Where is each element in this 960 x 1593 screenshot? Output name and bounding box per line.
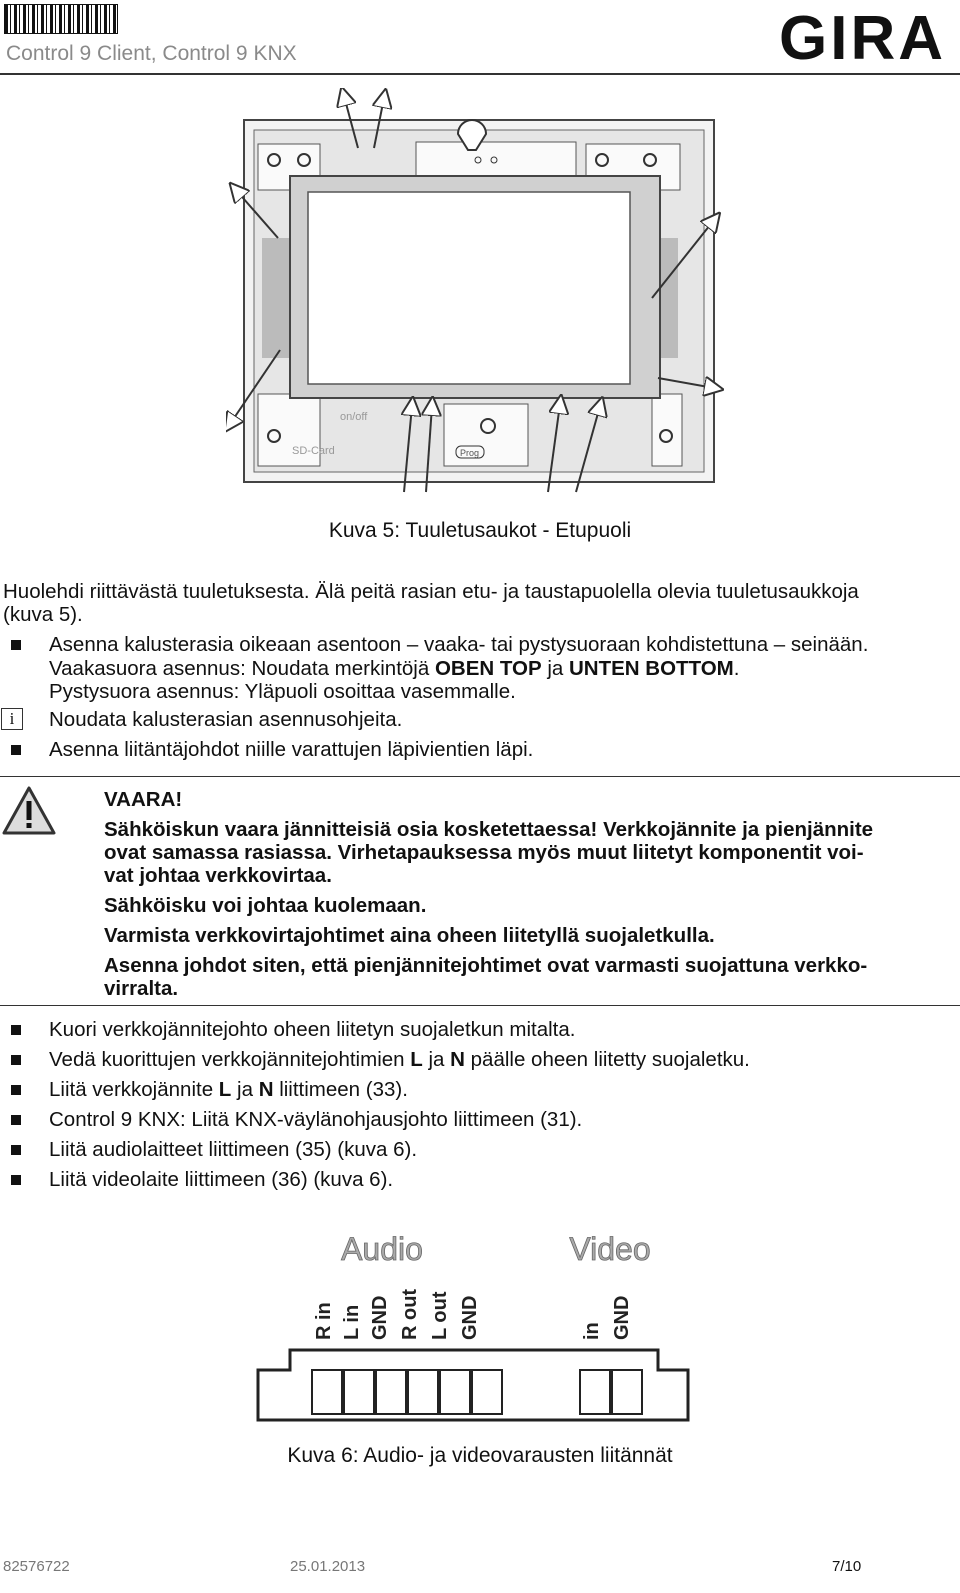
display-screen (308, 192, 630, 384)
step-protective-sleeve: Vedä kuorittujen verkkojännitejohtimien L ja N päälle oheen liitetty suojaletku. (49, 1048, 750, 1071)
svg-text:GND: GND (369, 1295, 391, 1340)
bullet-icon (11, 1055, 21, 1065)
figure-6-connector-diagram (240, 1222, 720, 1432)
svg-text:L out: L out (429, 1291, 451, 1340)
bullet-icon (11, 1175, 21, 1185)
onoff-label: on/off (340, 411, 368, 423)
warning-line-2: ovat samassa rasiassa. Virhetapauksessa myös muut liitetyt komponentit voi- (104, 841, 864, 864)
figure-5-ventilation-diagram (226, 88, 726, 498)
bullet-icon (11, 745, 21, 755)
audio-terminals (312, 1370, 502, 1414)
warning-divider-bottom (0, 1005, 960, 1006)
footer-date: 25.01.2013 (290, 1558, 366, 1575)
audio-title: Audio (341, 1231, 423, 1267)
figure-5-caption: Kuva 5: Tuuletusaukot - Etupuoli (328, 519, 632, 542)
warning-title: VAARA! (104, 788, 183, 811)
gira-logo: GIRA (779, 4, 946, 73)
bullet-icon (11, 1025, 21, 1035)
intro-line-1: Huolehdi riittävästä tuuletuksesta. Älä peitä rasian etu- ja taustapuolella olevia tuuletusaukkoja (3, 580, 859, 603)
prog-label: Prog (460, 448, 480, 458)
bullet-icon (11, 1115, 21, 1125)
video-terminals (580, 1370, 642, 1414)
bullet-icon (11, 1085, 21, 1095)
info-note: Noudata kalusterasian asennusohjeita. (49, 708, 403, 731)
footer-page-number: 7/10 (832, 1558, 862, 1575)
step-knx-bus: Control 9 KNX: Liitä KNX-väylänohjausjohto liittimeen (31). (49, 1108, 583, 1131)
video-pin-labels (581, 1296, 633, 1340)
sdcard-label: SD-Card (292, 445, 335, 457)
svg-text:R in: R in (313, 1302, 335, 1340)
info-icon: i (1, 708, 23, 730)
warning-line-5: Varmista verkkovirtajohtimet aina oheen liitetyllä suojaletkulla. (104, 924, 715, 947)
intro-line-2: (kuva 5). (3, 603, 83, 626)
bullet-icon (11, 640, 21, 650)
warning-divider-top (0, 776, 960, 777)
svg-text:L in: L in (341, 1304, 363, 1340)
bullet-icon (11, 1145, 21, 1155)
step-audio: Liitä audiolaitteet liittimeen (35) (kuva 6). (49, 1138, 418, 1161)
step-mount-box-line-2: Vaakasuora asennus: Noudata merkintöjä OBEN TOP ja UNTEN BOTTOM. (49, 657, 740, 680)
step-video: Liitä videolaite liittimeen (36) (kuva 6). (49, 1168, 394, 1191)
video-title: Video (569, 1231, 651, 1267)
document-title: Control 9 Client, Control 9 KNX (6, 42, 297, 65)
side-left-vent (262, 238, 290, 358)
bottom-center-block (444, 404, 528, 466)
step-mount-box-line-3: Pystysuora asennus: Yläpuoli osoittaa vasemmalle. (49, 680, 516, 703)
warning-line-6: Asenna johdot siten, että pienjännitejohtimet ovat varmasti suojattuna verkko- (104, 954, 868, 977)
figure-6-caption: Kuva 6: Audio- ja videovarausten liitännät (287, 1444, 673, 1467)
svg-text:R out: R out (399, 1288, 421, 1340)
header-divider (0, 73, 960, 75)
footer-doc-number: 82576722 (3, 1558, 70, 1575)
qr-code (4, 4, 118, 34)
warning-triangle-icon (2, 786, 56, 836)
warning-line-7: virralta. (104, 977, 179, 1000)
svg-text:GND: GND (611, 1295, 633, 1340)
warning-line-4: Sähköisku voi johtaa kuolemaan. (104, 894, 427, 917)
warning-line-3: vat johtaa verkkovirtaa. (104, 864, 332, 887)
audio-pin-labels (313, 1289, 481, 1340)
step-cables: Asenna liitäntäjohdot niille varattujen läpivientien läpi. (49, 738, 534, 761)
step-mount-box-line-1: Asenna kalusterasia oikeaan asentoon – vaaka- tai pystysuoraan kohdistettuna – seinään. (49, 633, 869, 656)
top-center-block (416, 142, 576, 178)
warning-line-1: Sähköiskun vaara jännitteisiä osia kosketettaessa! Verkkojännite ja pienjännite (104, 818, 874, 841)
step-connect-mains: Liitä verkkojännite L ja N liittimeen (33). (49, 1078, 408, 1101)
svg-text:in: in (581, 1322, 603, 1340)
step-strip-cable: Kuori verkkojännitejohto oheen liitetyn suojaletkun mitalta. (49, 1018, 576, 1041)
svg-text:GND: GND (459, 1295, 481, 1340)
